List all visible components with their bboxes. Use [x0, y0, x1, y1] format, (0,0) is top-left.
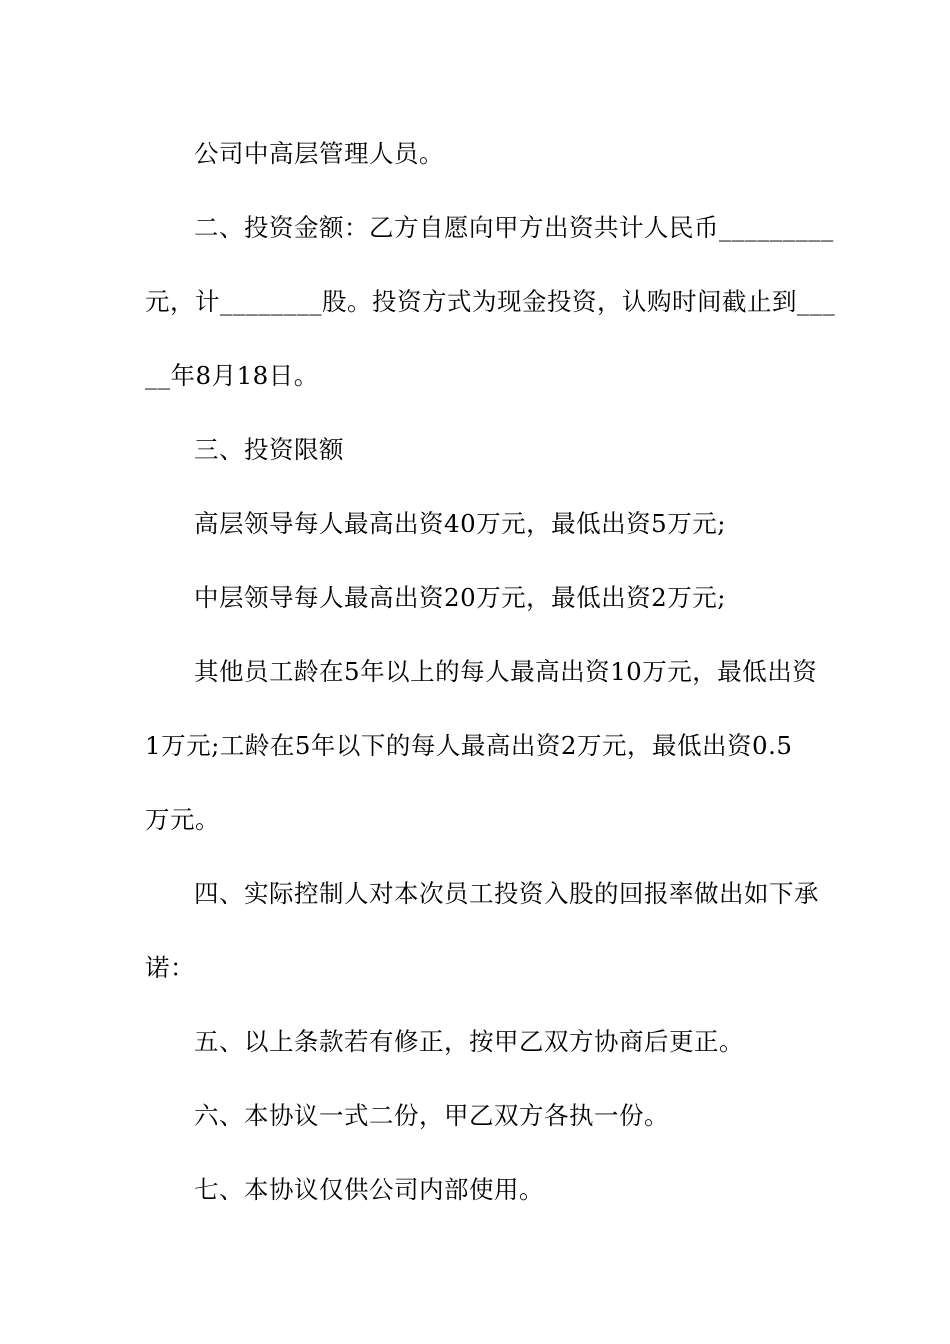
- section-heading: 三、投资限额: [194, 435, 344, 464]
- text-line: 万元。: [145, 805, 220, 834]
- text-line: 1万元;工龄在5年以下的每人最高出资2万元，最低出资0.5: [145, 731, 793, 760]
- text-line: 二、投资金额：乙方自愿向甲方出资共计人民币_________: [194, 213, 834, 242]
- text-line: __年8月18日。: [145, 361, 319, 390]
- text-line: 元，计________股。投资方式为现金投资，认购时间截止到___: [145, 287, 836, 316]
- text-line: 五、以上条款若有修正，按甲乙双方协商后更正。: [194, 1027, 744, 1056]
- text-line: 四、实际控制人对本次员工投资入股的回报率做出如下承: [194, 879, 819, 908]
- text-line: 六、本协议一式二份，甲乙双方各执一份。: [194, 1101, 669, 1130]
- text-line: 中层领导每人最高出资20万元，最低出资2万元;: [194, 583, 727, 612]
- text-line: 其他员工龄在5年以上的每人最高出资10万元，最低出资: [194, 657, 818, 686]
- text-line: 诺：: [145, 953, 195, 982]
- text-line: 七、本协议仅供公司内部使用。: [194, 1175, 544, 1204]
- text-line: 高层领导每人最高出资40万元，最低出资5万元;: [194, 509, 727, 538]
- text-line: 公司中高层管理人员。: [194, 139, 444, 168]
